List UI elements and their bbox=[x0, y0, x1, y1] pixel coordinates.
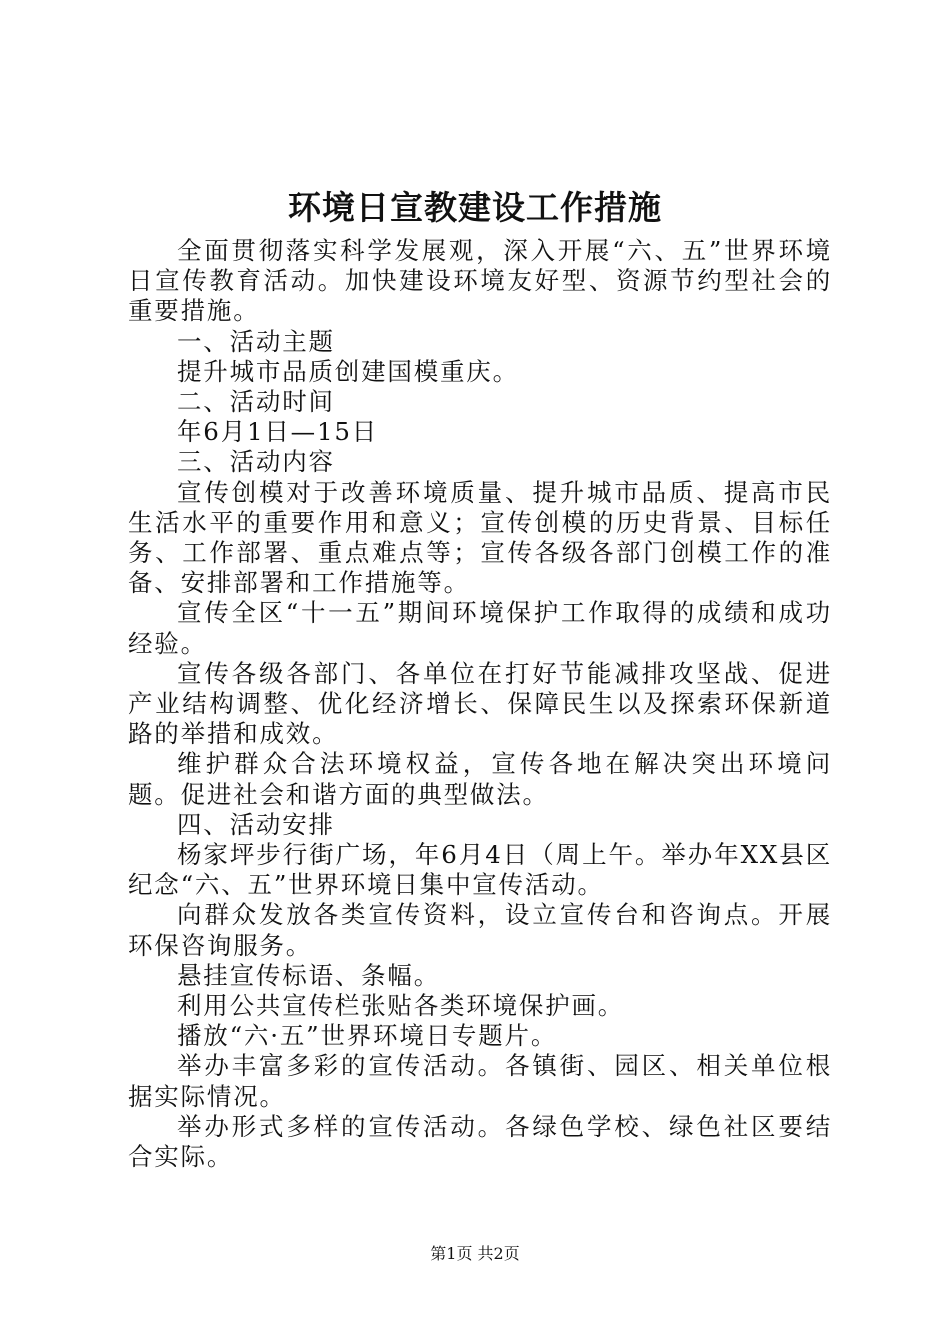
paragraph: 悬挂宣传标语、条幅。 bbox=[177, 960, 440, 990]
intro-paragraph: 全面贯彻落实科学发展观，深入开展“六、五”世界环境日宣传教育活动。加快建设环境友好型、资源节约型社会的重要措施。 bbox=[128, 236, 832, 326]
page-indicator: 第1页 共2页 bbox=[430, 1244, 520, 1263]
paragraph: 宣传全区“十一五”期间环境保护工作取得的成绩和成功经验。 bbox=[128, 598, 832, 658]
paragraph: 维护群众合法环境权益，宣传各地在解决突出环境问题。促进社会和谐方面的典型做法。 bbox=[128, 749, 832, 809]
paragraph: 播放“六·五”世界环境日专题片。 bbox=[177, 1021, 558, 1051]
paragraph: 向群众发放各类宣传资料，设立宣传台和咨询点。开展环保咨询服务。 bbox=[128, 900, 832, 960]
paragraph: 举办丰富多彩的宣传活动。各镇街、园区、相关单位根据实际情况。 bbox=[128, 1051, 832, 1111]
document-title: 环境日宣教建设工作措施 bbox=[288, 188, 662, 227]
paragraph: 宣传创模对于改善环境质量、提升城市品质、提高市民生活水平的重要作用和意义；宣传创模的历史背景、目标任务、工作部署、重点难点等；宣传各级各部门创模工作的准备、安排部署和工作措施等。 bbox=[128, 477, 832, 598]
section-heading-arrangement: 四、活动安排 bbox=[177, 809, 335, 839]
paragraph: 提升城市品质创建国模重庆。 bbox=[177, 356, 519, 386]
document-body bbox=[128, 236, 832, 1172]
section-heading-time: 二、活动时间 bbox=[177, 387, 335, 417]
section-heading-theme: 一、活动主题 bbox=[177, 326, 335, 356]
paragraph: 杨家坪步行街广场，年6月4日（周上午。举办年XX县区纪念“六、五”世界环境日集中宣传活动。 bbox=[128, 840, 832, 900]
section-heading-content: 三、活动内容 bbox=[177, 447, 335, 477]
paragraph: 宣传各级各部门、各单位在打好节能减排攻坚战、促进产业结构调整、优化经济增长、保障民生以及探索环保新道路的举措和成效。 bbox=[128, 658, 832, 749]
paragraph: 举办形式多样的宣传活动。各绿色学校、绿色社区要结合实际。 bbox=[128, 1111, 832, 1172]
paragraph: 利用公共宣传栏张贴各类环境保护画。 bbox=[177, 991, 625, 1021]
paragraph: 年6月1日—15日 bbox=[177, 417, 379, 447]
